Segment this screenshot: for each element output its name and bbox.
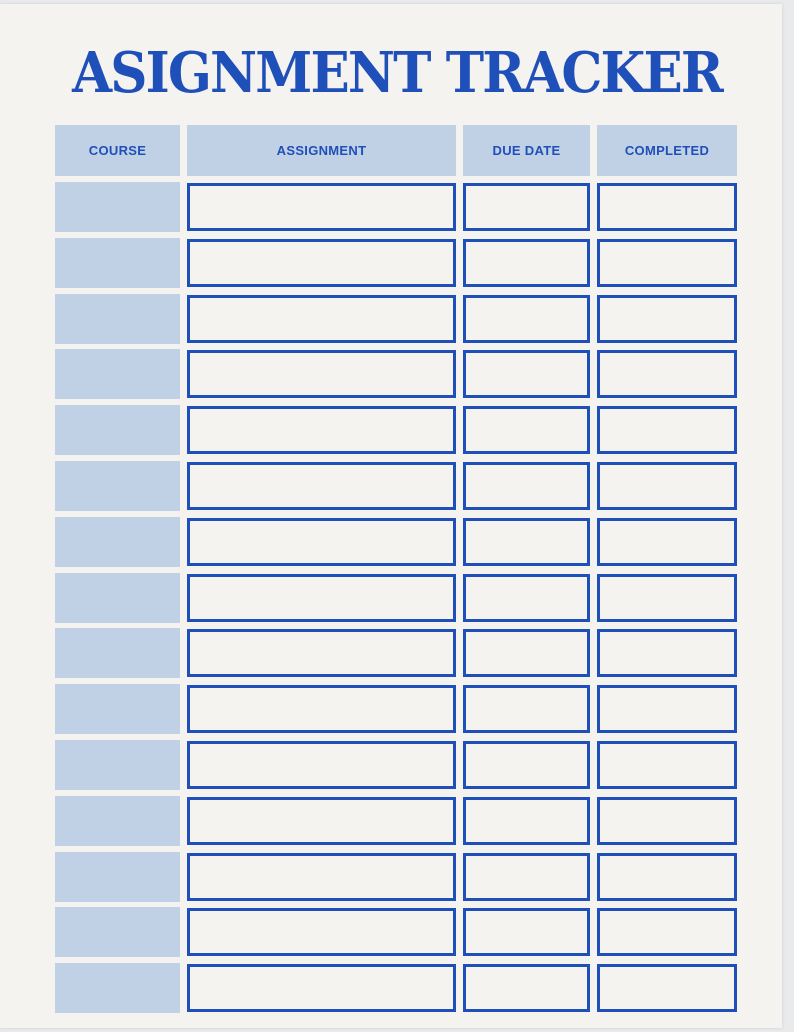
completed-cell[interactable]: [597, 853, 737, 901]
completed-cell[interactable]: [597, 239, 737, 287]
completed-cell[interactable]: [597, 406, 737, 454]
table-row: [0, 238, 794, 288]
completed-cell[interactable]: [597, 629, 737, 677]
table-row: [0, 684, 794, 734]
table-row: [0, 461, 794, 511]
table-row: [0, 907, 794, 957]
page-title: ASIGNMENT TRACKER: [72, 40, 722, 106]
table-row: [0, 963, 794, 1013]
assignment-cell[interactable]: [187, 183, 456, 231]
course-cell[interactable]: [55, 684, 180, 734]
course-cell[interactable]: [55, 907, 180, 957]
table-row: [0, 294, 794, 344]
completed-cell[interactable]: [597, 183, 737, 231]
column-header-due-date: DUE DATE: [463, 125, 590, 176]
due-date-cell[interactable]: [463, 239, 590, 287]
completed-cell[interactable]: [597, 964, 737, 1012]
due-date-cell[interactable]: [463, 295, 590, 343]
course-cell[interactable]: [55, 573, 180, 623]
assignment-cell[interactable]: [187, 964, 456, 1012]
course-cell[interactable]: [55, 628, 180, 678]
completed-cell[interactable]: [597, 295, 737, 343]
due-date-cell[interactable]: [463, 183, 590, 231]
assignment-cell[interactable]: [187, 239, 456, 287]
assignment-cell[interactable]: [187, 574, 456, 622]
course-cell[interactable]: [55, 182, 180, 232]
table-row: [0, 182, 794, 232]
completed-cell[interactable]: [597, 908, 737, 956]
table-row: [0, 740, 794, 790]
table-row: [0, 573, 794, 623]
assignment-cell[interactable]: [187, 295, 456, 343]
course-cell[interactable]: [55, 294, 180, 344]
completed-cell[interactable]: [597, 574, 737, 622]
column-header-course: COURSE: [55, 125, 180, 176]
due-date-cell[interactable]: [463, 518, 590, 566]
completed-cell[interactable]: [597, 462, 737, 510]
assignment-cell[interactable]: [187, 741, 456, 789]
completed-cell[interactable]: [597, 685, 737, 733]
assignment-cell[interactable]: [187, 797, 456, 845]
table-row: [0, 796, 794, 846]
due-date-cell[interactable]: [463, 853, 590, 901]
due-date-cell[interactable]: [463, 629, 590, 677]
due-date-cell[interactable]: [463, 908, 590, 956]
completed-cell[interactable]: [597, 518, 737, 566]
due-date-cell[interactable]: [463, 741, 590, 789]
course-cell[interactable]: [55, 517, 180, 567]
assignment-cell[interactable]: [187, 350, 456, 398]
course-cell[interactable]: [55, 796, 180, 846]
course-cell[interactable]: [55, 461, 180, 511]
table-row: [0, 628, 794, 678]
table-row: [0, 405, 794, 455]
course-cell[interactable]: [55, 405, 180, 455]
course-cell[interactable]: [55, 238, 180, 288]
assignment-cell[interactable]: [187, 518, 456, 566]
completed-cell[interactable]: [597, 797, 737, 845]
completed-cell[interactable]: [597, 350, 737, 398]
course-cell[interactable]: [55, 349, 180, 399]
due-date-cell[interactable]: [463, 350, 590, 398]
assignment-cell[interactable]: [187, 853, 456, 901]
course-cell[interactable]: [55, 852, 180, 902]
due-date-cell[interactable]: [463, 797, 590, 845]
table-row: [0, 349, 794, 399]
assignment-cell[interactable]: [187, 908, 456, 956]
due-date-cell[interactable]: [463, 685, 590, 733]
column-header-completed: COMPLETED: [597, 125, 737, 176]
table-row: [0, 517, 794, 567]
completed-cell[interactable]: [597, 741, 737, 789]
column-header-assignment: ASSIGNMENT: [187, 125, 456, 176]
due-date-cell[interactable]: [463, 462, 590, 510]
course-cell[interactable]: [55, 963, 180, 1013]
assignment-cell[interactable]: [187, 629, 456, 677]
assignment-cell[interactable]: [187, 406, 456, 454]
due-date-cell[interactable]: [463, 406, 590, 454]
course-cell[interactable]: [55, 740, 180, 790]
due-date-cell[interactable]: [463, 574, 590, 622]
table-row: [0, 852, 794, 902]
assignment-cell[interactable]: [187, 462, 456, 510]
due-date-cell[interactable]: [463, 964, 590, 1012]
assignment-cell[interactable]: [187, 685, 456, 733]
